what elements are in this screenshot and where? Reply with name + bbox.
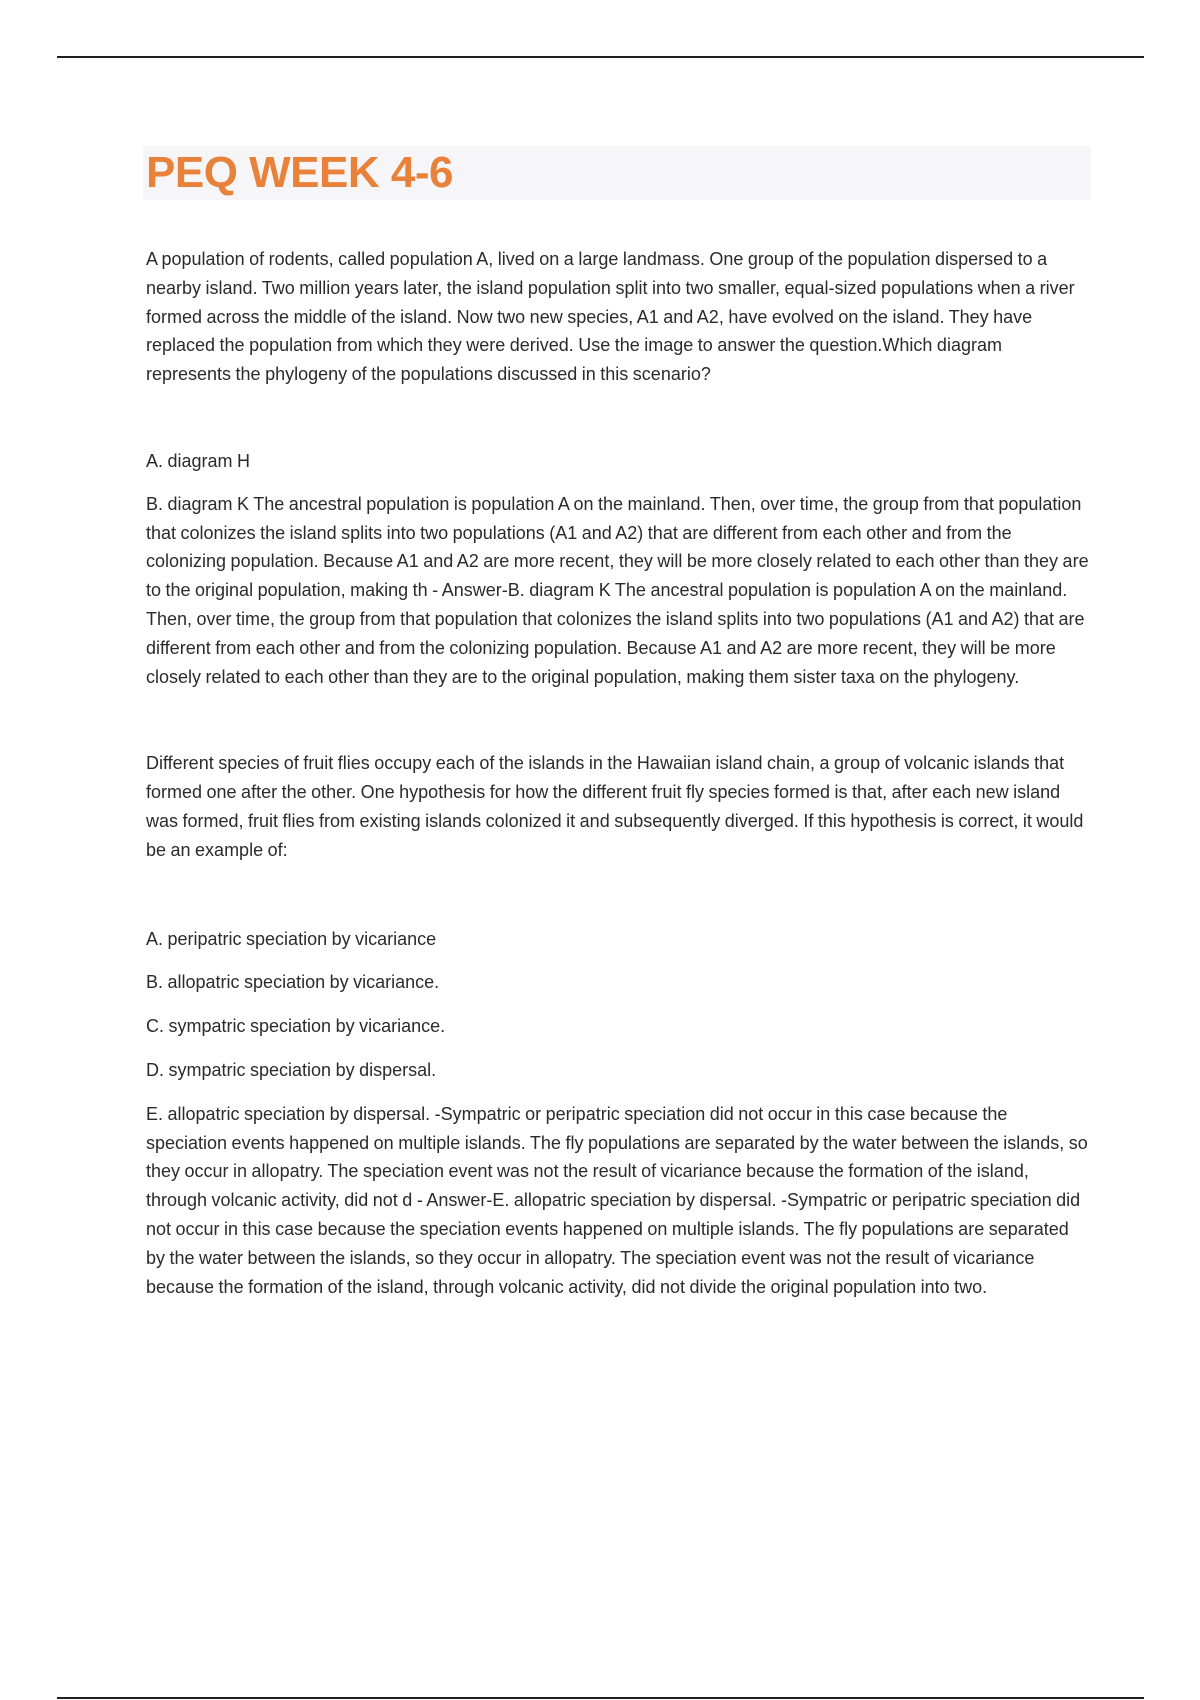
question-2-option-e-answer: E. allopatric speciation by dispersal. -Sympatric or peripatric speciation did not occur in this case because the speciation events happened on multiple islands. The fly populations are separated by the water between the islands, so they occur in allopatry. The speciation event was not the result of vicariance because the formation of the island, through volcanic activity, did not d - Answer-E. allopatric speciation by dispersal. -Sympatric or peripatric speciation did not occur in this case because the speciation events happened on multiple islands. The fly populations are separated by the water between the islands, so they occur in allopatry. The speciation event was not the result of vicariance because the formation of the island, through volcanic activity, did not divide the original population into two. <box>146 1103 1088 1297</box>
question-2-option-a: A. peripatric speciation by vicariance <box>146 928 437 949</box>
question-1-option-a: A. diagram H <box>146 450 251 471</box>
question-2 <box>146 749 1091 1301</box>
question-2-option-c: C. sympatric speciation by vicariance. <box>146 1016 446 1037</box>
question-2-option-d: D. sympatric speciation by dispersal. <box>146 1059 437 1080</box>
document-body <box>146 245 1091 1301</box>
page-title: PEQ WEEK 4-6 <box>146 148 453 197</box>
question-1 <box>146 245 1091 691</box>
question-1-option-b-answer: B. diagram K The ancestral population is population A on the mainland. Then, over time, the group from that population that colonizes the island splits into two populations (A1 and A2) that are different from each other and from the colonizing population. Because A1 and A2 are more recent, they will be more closely related to each other than they are to the original population, making th - Answer-B. diagram K The ancestral population is population A on the mainland. Then, over time, the group from that population that colonizes the island splits into two populations (A1 and A2) that are different from each other and from the colonizing population. Because A1 and A2 are more recent, they will be more closely related to each other than they are to the original population, making them sister taxa on the phylogeny. <box>146 493 1089 687</box>
question-2-option-b: B. allopatric speciation by vicariance. <box>146 972 440 993</box>
question-2-prompt: Different species of fruit flies occupy each of the islands in the Hawaiian island chain, a group of volcanic islands that formed one after the other. One hypothesis for how the different fruit fly species formed is that, after each new island was formed, fruit flies from existing islands colonized it and subsequently diverged. If this hypothesis is correct, it would be an example of: <box>146 753 1084 860</box>
footer-rule <box>57 1697 1144 1699</box>
header-rule <box>57 56 1144 58</box>
question-1-prompt: A population of rodents, called population A, lived on a large landmass. One group of the population dispersed to a nearby island. Two million years later, the island population split into two smaller, equal-sized populations when a river formed across the middle of the island. Now two new species, A1 and A2, have evolved on the island. They have replaced the population from which they were derived. Use the image to answer the question.Which diagram represents the phylogeny of the populations discussed in this scenario? <box>146 249 1075 385</box>
